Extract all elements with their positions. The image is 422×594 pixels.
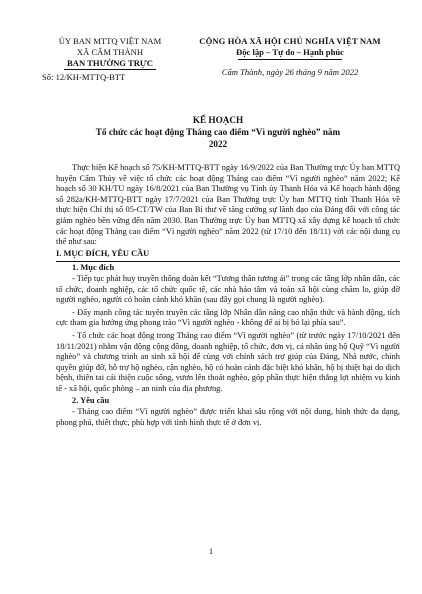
agency-underline — [64, 69, 156, 70]
document-date: Cẩm Thành, ngày 26 tháng 9 năm 2022 — [221, 67, 359, 77]
issuing-agency-block — [40, 36, 180, 83]
country-name: CỘNG HÒA XÃ HỘI CHỦ NGHĨA VIỆT NAM — [199, 36, 381, 46]
document-number: Số: 12/KH-MTTQ-BTT — [42, 72, 126, 82]
org-line-1: ỦY BAN MTTQ VIỆT NAM — [58, 36, 162, 46]
national-header-block — [186, 36, 394, 78]
document-body — [56, 163, 400, 428]
purpose-item-2: - Đẩy mạnh công tác tuyên truyền các tầng lớp Nhân dân nâng cao nhận thức và hành động, tích cực tham gia hưởng ứng phong trào “Vì người nghèo - không để ai bị bỏ lại phía sau”. — [56, 307, 400, 328]
document-title — [40, 114, 396, 150]
section-divider — [56, 261, 400, 262]
purpose-item-1: - Tiếp tục phát huy truyền thống đoàn kết “Tương thân tương ái” trong các tầng lớp nhân dân, các tổ chức, doanh nghiệp, các tổ chức quốc tế, các nhà hảo tâm và toàn xã hội cùng chăm lo, giúp đỡ người nghèo, người có hoàn cảnh khó khăn (sau đây gọi chung là người nghèo). — [56, 273, 400, 305]
national-motto: Độc lập – Tự do – Hạnh phúc — [236, 47, 344, 57]
subheading-requirements: 2. Yêu cầu — [72, 396, 110, 406]
purpose-item-3: - Tổ chức các hoạt động trong Tháng cao điểm “Vì người nghèo” (từ trước ngày 17/10/2021 đến 18/11/2021) nhằm vận động cộng đồng, doanh nghiệp, tổ chức, đơn vị, cá nhân ủng hộ Quỹ “Vì người nghèo” và chương trình an sinh xã hội để cùng với chính sách trợ giúp của Đảng, Nhà nước, chính quyền giúp đỡ, hỗ trợ hộ nghèo, cận nghèo, hộ có hoàn cảnh đặc biệt khó khăn, hộ bị thiệt hại do dịch bệnh, thiên tai cải thiện cuộc sống, vươn lên thoát nghèo, góp phần thực hiện thắng lợi nhiệm vụ kinh tế - xã hội, quốc phòng – an ninh của địa phương. — [56, 330, 400, 393]
title-line-3: 2022 — [208, 139, 228, 149]
org-line-2: XÃ CẨM THÀNH — [76, 47, 144, 57]
motto-underline — [238, 59, 342, 60]
org-line-3: BAN THƯỜNG TRỰC — [67, 58, 153, 68]
subheading-purpose: 1. Mục đích — [72, 263, 115, 273]
section-heading-1: I. MỤC ĐÍCH, YÊU CẦU — [56, 248, 150, 258]
requirement-item-1: - Tháng cao điểm “Vì người nghèo” được triển khai sâu rộng với nội dung, hình thức đa dạng, phong phú, thiết thực, phù hợp với tình hình thực tế ở đơn vị. — [56, 407, 400, 427]
doc-type: KẾ HOẠCH — [192, 115, 244, 125]
page-number: 1 — [208, 546, 214, 556]
title-line-2: Tổ chức các hoạt động Tháng cao điểm “Vì người nghèo” năm — [95, 127, 341, 137]
intro-paragraph: Thực hiện Kế hoạch số 75/KH-MTTQ-BTT ngày 16/9/2022 của Ban Thường trực Ủy ban MTTQ huyện Cẩm Thủy về việc tổ chức các hoạt động Tháng cao điểm “Vì người nghèo” năm 2022; Kế hoạch số 30 KH/TU ngày 16/8/2021 của Ban Thường vụ Tỉnh ủy Thanh Hóa và Kế hoạch hành động số 282a/KH-MTTQ-BTT ngày 17/7/2021 của Ban Thường trực Ủy ban MTTQ tỉnh Thanh Hóa về thực hiện Chỉ thị số 05-CT/TW của Ban Bí thư về tăng cường sự lãnh đạo của Đảng đối với công tác giảm nghèo bền vững đến năm 2030. Ban Thường trực Ủy ban MTTQ xã xây dựng kế hoạch tổ chức các hoạt động Tháng cao điểm “Vì người nghèo” năm 2022 (từ 17/10 đến 18/11) với các nội dung cụ thể như sau: — [56, 163, 400, 247]
